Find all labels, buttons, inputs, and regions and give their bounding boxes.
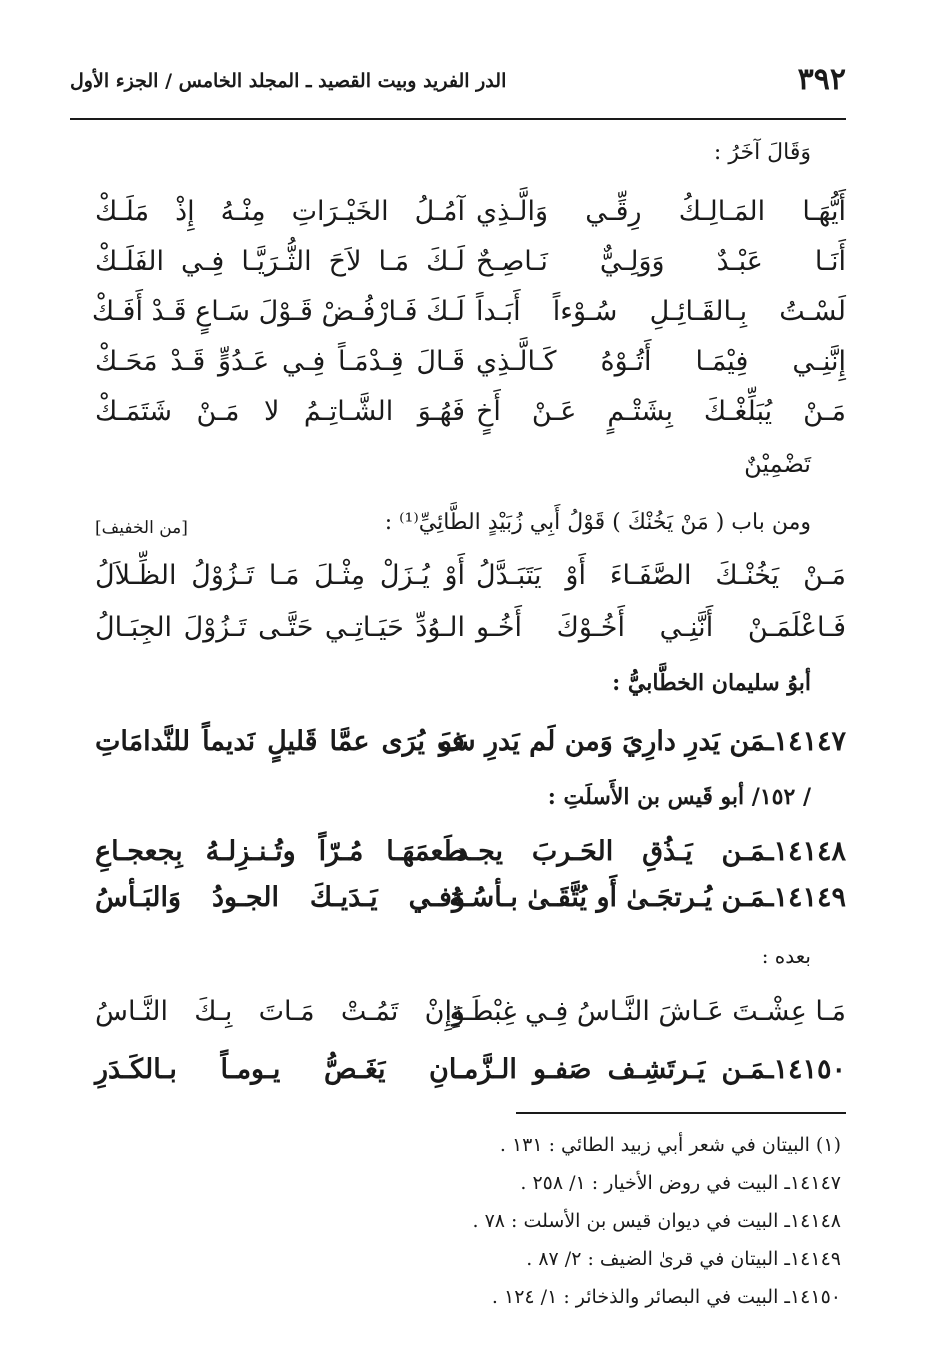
verse-ajuz: فَهُـوَ الشَّـاتِـمُ لا مَـنْ شَتَمَـكْ xyxy=(95,396,465,427)
verse-sadr: مَـنْ يَخُنْـكَ الصَّفَـاءَ أَوْ يَتَبَـدَّلُ xyxy=(476,560,846,591)
verse-row-14148 xyxy=(95,836,846,880)
verse-sadr: مَـا عِشْـتَ عَـاشَ النَّـاسُ فِـي غِبْطَـةٍ xyxy=(449,996,846,1027)
verse-number: ١٤١٤٩ـ xyxy=(765,882,846,913)
verse-sadr: مَـن يُـرتجَـىٰ أَو يُتَّقَـىٰ بـأسُـهُ xyxy=(449,882,766,913)
verse-ajuz: لَـكَ مَـا لاَحَ الثُّـرَيَّـا فِـي الفَلَـكْ xyxy=(95,246,465,277)
verse-row-14147 xyxy=(95,726,846,770)
intro-qala-akhar: وَقَالَ آخَرُ : xyxy=(713,140,811,165)
verse-ajuz: قَـالَ قِـدْمَـاً فِـي عَـدُوٍّ قَـدْ مَحَـكْ xyxy=(95,346,465,377)
verse-ajuz: طَعمَهَـا مُـرّاً وتُـنـزِلـهُ بِجعجـاعِ xyxy=(95,836,465,867)
verse-ajuz: لَـكَ فَـارْفُـضْ قَـوْلَ سَـاعٍ قَـدْ أَفَـكْ xyxy=(91,296,465,327)
verse-ajuz: ـانِ يَغَـصُّ يـومـاً بـالكَـدَرِ xyxy=(95,1054,465,1085)
footnote: ١٤١٤٨ـ البيت في ديوان قيس بن الأسلت : ٧٨ . xyxy=(472,1210,841,1232)
verse-number: ١٤١٤٨ـ xyxy=(765,836,846,867)
verse-ajuz: أَوْ يُـزَلْ مِثْـلَ مَـا تَـزُوْلُ الظِّـلاَلُ xyxy=(95,560,465,591)
intro-khattabi: أبوُ سليمان الخطَّابيُّ : xyxy=(612,670,811,696)
intro-baadahu: بعده : xyxy=(761,944,811,968)
verse-sadr: إِنَّنِـي فِيْمَـا أَتُـوْهُ كَـالَّـذِي xyxy=(476,346,846,377)
verse-sadr: مَـن يَـذُقِ الحَـربَ يجـد xyxy=(456,836,766,867)
verse-sadr: مَـنْ يُبَلِّغْـكَ بِشَتْـمٍ عَـنْ أَخٍ xyxy=(476,396,846,427)
meter-label: [من الخفيف] xyxy=(95,518,188,538)
verse-number: ١٤١٥٠ـ xyxy=(765,1054,846,1085)
verse-sadr: فَـاعْلَمَـنْ أَنَّنِـي أَخُـوْكَ أَخُـو xyxy=(476,612,846,643)
verse-ajuz: فَ يُرَى عمَّا قَليلٍ نَديماً للنَّدامَاتِ xyxy=(95,726,465,757)
verse-ajuz: وَإِنْ تَمُـتْ مَـاتَ بِـكَ النَّـاسُ xyxy=(95,996,465,1027)
footnote-rule xyxy=(516,1112,846,1114)
verse-row-14149 xyxy=(95,882,846,926)
footnote: ١٤١٤٩ـ البيتان في قرىٰ الضيف : ٢/ ٨٧ . xyxy=(526,1248,841,1270)
page-header xyxy=(70,62,846,108)
verse-row xyxy=(95,612,846,656)
header-rule xyxy=(70,118,846,120)
verse-sadr: أَنَـا عَبْـدٌ وَوَلِـيٌّ نَـاصِـحٌ xyxy=(476,246,846,277)
page-number: ٣٩٢ xyxy=(797,62,846,97)
verse-row xyxy=(95,996,846,1040)
verse-sadr: مَـن يَـرتَشِـف صَفـو الـزَّمـ xyxy=(456,1054,766,1085)
verse-ajuz: الـوُدِّ حَيَـاتِـي حَتَّـى تَـزُوْلَ الجِبَـالُ xyxy=(95,612,465,643)
verse-row xyxy=(91,296,846,340)
verse-row xyxy=(95,346,846,390)
footnote: (١) البيتان في شعر أبي زبيد الطائي : ١٣١ . xyxy=(499,1134,841,1156)
verse-sadr: أَيُّهَـا المَـالِـكُ رِقِّـي وَالَّـذِي xyxy=(476,196,846,227)
footnote: ١٤١٥٠ـ البيت في البصائر والذخائر : ١/ ١٢٤ . xyxy=(491,1286,841,1308)
verse-row xyxy=(95,246,846,290)
verse-row-14150 xyxy=(95,1054,846,1098)
verse-number: ١٤١٤٧ـ xyxy=(765,726,846,757)
footnote: ١٤١٤٧ـ البيت في روض الأخيار : ١/ ٢٥٨ . xyxy=(520,1172,841,1194)
running-title: الدر الفريد وبيت القصيد ـ المجلد الخامس / الجزء الأول xyxy=(70,70,507,92)
verse-row xyxy=(95,560,846,604)
verse-ajuz: وَفـي يَـدَيـكَ الجـودُ وَالبَـأسُ xyxy=(95,882,465,913)
intro-abu-qays: / ١٥٢/ أبو قَيس بن الأَسلَتِ : xyxy=(547,784,811,810)
tadmin-label: تَضْمِيْنٌ xyxy=(744,450,811,478)
verse-ajuz: آمُـلُ الخَيْـرَاتِ مِنْـهُ إِذْ مَلَـكْ xyxy=(95,196,465,227)
verse-row xyxy=(95,396,846,440)
verse-sadr: لَسْـتُ بِـالقَـائِـلِ سُـوْءاً أَبَـداً xyxy=(476,296,846,327)
verse-sadr: مَن يَدرِ دارِيَ وَمن لَم يَدرِ سَو xyxy=(439,726,766,757)
verse-row xyxy=(95,196,846,240)
intro-abu-zubayd: ومن باب ( مَنْ يَخُنْكَ ) قَوْلُ أَبِي زُبَيْدٍ الطَّائِيِّ⁽¹⁾ : xyxy=(384,510,811,535)
